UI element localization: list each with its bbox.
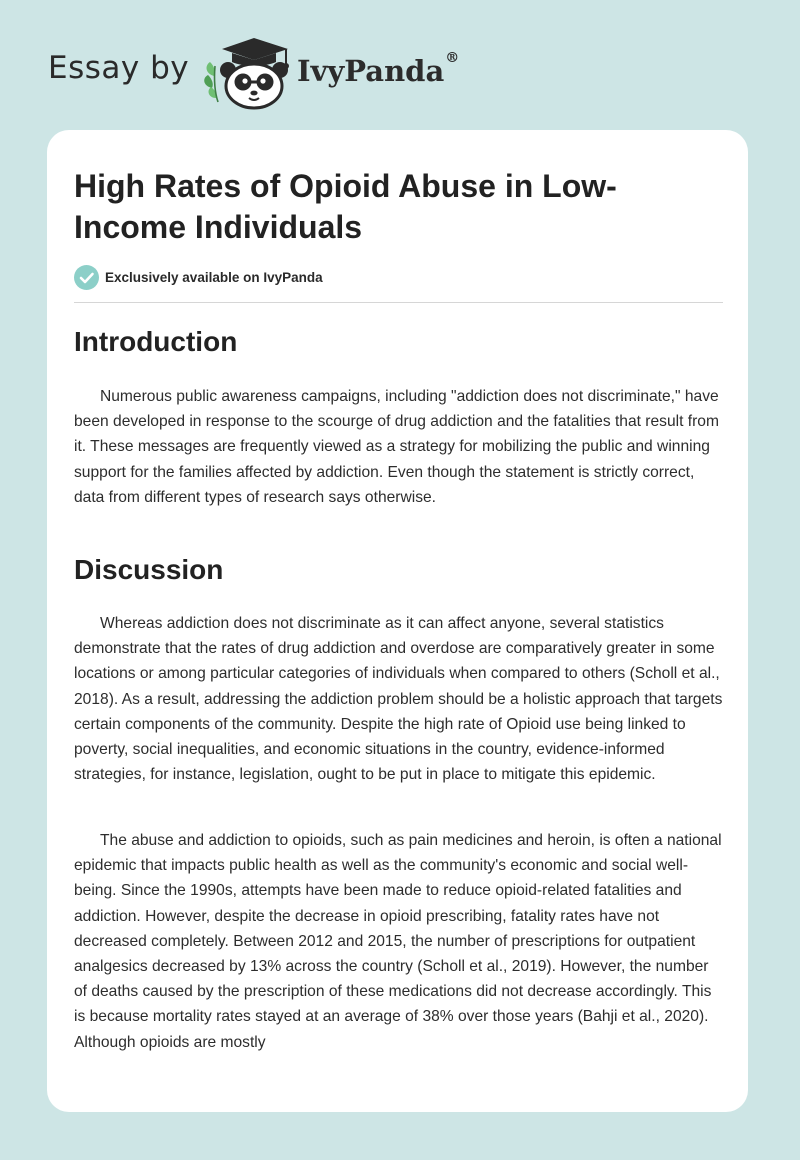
section-heading-discussion: Discussion: [74, 554, 224, 585]
essay-by-label: Essay by: [48, 50, 190, 86]
section-heading-introduction: Introduction: [74, 326, 238, 357]
discussion-paragraph-2: The abuse and addiction to opioids, such as pain medicines and heroin, is often a national epidemic that impacts public health as well as the community's economic and social well-being. Since the 1990s, attempts have been made to reduce opioid-related fatalities and addiction. However, despite the decrease in opioid prescribing, fatality rates have not decreased completely. Between 2012 and 2015, the number of prescriptions for outpatient analgesics decreased by 13% across the country (Scholl et al., 2019). However, the number of deaths caused by the prescription of these medications did not decrease accordingly. This is because mortality rates stayed at an average of 38% over those years (Bahji et al., 2020). Although opioids are mostly: [74, 832, 722, 1051]
title-divider: [74, 302, 723, 303]
check-circle-icon: [74, 265, 99, 290]
essay-card: [47, 130, 748, 1112]
brand-name: IvyPanda: [297, 54, 445, 88]
brand-logo-text[interactable]: [297, 50, 460, 88]
registered-mark: ®: [445, 50, 460, 66]
intro-paragraph: Numerous public awareness campaigns, including "addiction does not discriminate," have been developed in response to the scourge of drug addiction and the fatalities that result from it. These messages are frequently viewed as a strategy for mobilizing the public and winning support for the families affected by addiction. Even though the statement is strictly correct, data from different types of research says otherwise.: [74, 388, 719, 506]
discussion-paragraph-1: Whereas addiction does not discriminate as it can affect anyone, several statistics demonstrate that the rates of drug addiction and overdose are comparatively greater in some locations or among particular categories of individuals when compared to others (Scholl et al., 2018). As a result, addressing the addiction problem should be a holistic approach that targets certain components of the community. Despite the high rate of Opioid use being linked to poverty, social inequalities, and economic situations in the country, evidence-informed strategies, for instance, legislation, ought to be put in place to mitigate this epidemic.: [74, 615, 723, 784]
essay-title: High Rates of Opioid Abuse in Low-Income Individuals: [74, 168, 617, 245]
exclusive-badge-text: Exclusively available on IvyPanda: [105, 269, 323, 285]
panda-graduate-icon[interactable]: [200, 36, 292, 110]
exclusive-badge: [74, 264, 323, 290]
site-header: [0, 0, 800, 130]
